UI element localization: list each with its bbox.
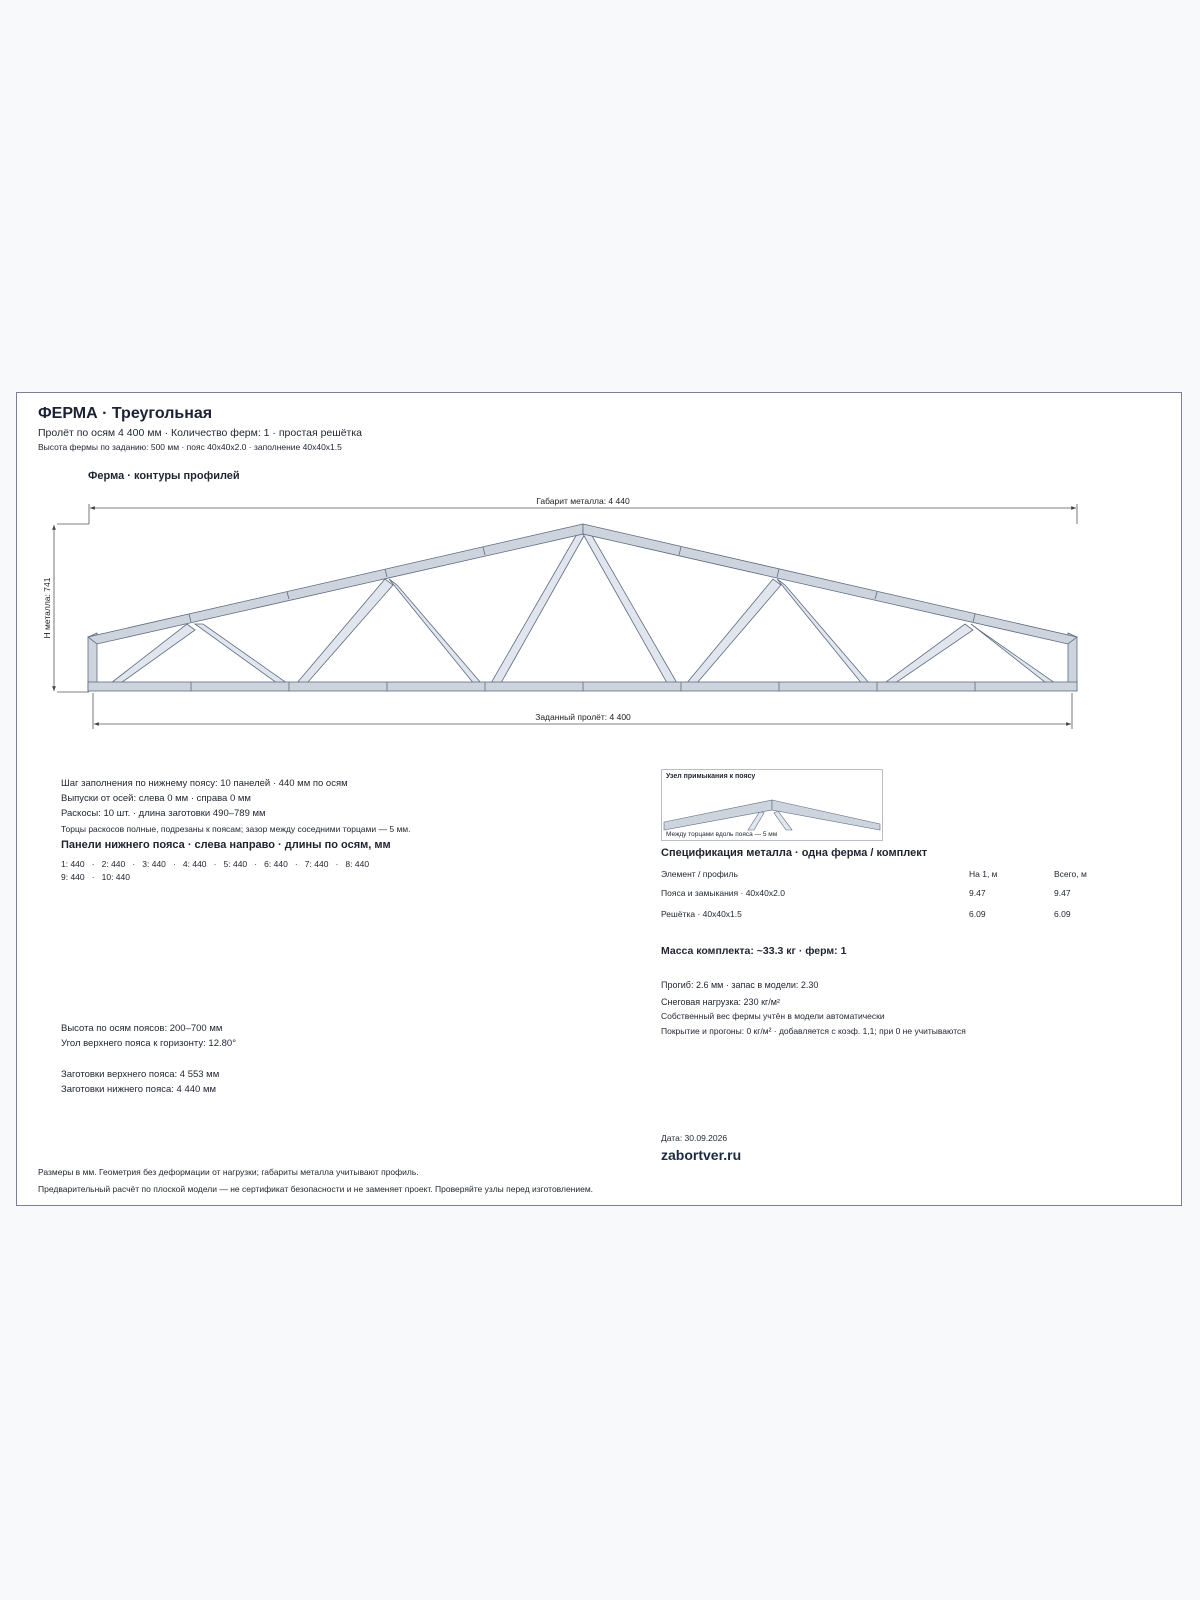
web-diagonal bbox=[681, 579, 781, 690]
footer-note-2: Предварительный расчёт по плоской модели — не сертификат безопасности и не заменяет проект. Проверяйте узлы перед изготовлением. bbox=[38, 1184, 594, 1194]
spec-col-element: Элемент / профиль bbox=[661, 869, 738, 879]
top-chord-left bbox=[88, 524, 583, 644]
dimension-bottom bbox=[93, 693, 1072, 729]
fill-step-text: Шаг заполнения по нижнему поясу: 10 панелей · 440 мм по осям bbox=[61, 778, 348, 789]
covering-text: Покрытие и прогоны: 0 кг/м² · добавляется с коэф. 1,1; при 0 не учитываются bbox=[661, 1026, 966, 1036]
spec-row-per-one: 6.09 bbox=[969, 909, 986, 919]
drawing-title: Ферма · контуры профилей bbox=[88, 470, 240, 482]
node-detail bbox=[661, 769, 883, 841]
web-diagonal bbox=[875, 624, 973, 690]
panels-title: Панели нижнего пояса · слева направо · длины по осям, мм bbox=[61, 839, 391, 851]
offsets-text: Выпуски от осей: слева 0 мм · справа 0 мм bbox=[61, 793, 251, 804]
page-subtitle: Пролёт по осям 4 400 мм · Количество ферм: 1 · простая решётка bbox=[38, 427, 363, 439]
dimension-top-label: Габарит металла: 4 440 bbox=[536, 496, 630, 506]
dimension-top bbox=[89, 496, 1077, 524]
spec-row-per-one: 9.47 bbox=[969, 888, 986, 898]
kit-mass: Масса комплекта: ~33.3 кг · ферм: 1 bbox=[661, 945, 847, 957]
dimension-bottom-label: Заданный пролёт: 4 400 bbox=[535, 712, 631, 722]
braces-text: Раскосы: 10 шт. · длина заготовки 490–789 мм bbox=[61, 808, 266, 819]
web-diagonal bbox=[583, 534, 681, 690]
spec-row-total: 9.47 bbox=[1054, 888, 1071, 898]
spec-col-per-one: На 1, м bbox=[969, 869, 998, 879]
top-blanks-text: Заготовки верхнего пояса: 4 553 мм bbox=[61, 1069, 220, 1080]
deflection-text: Прогиб: 2.6 мм · запас в модели: 2.30 bbox=[661, 980, 819, 990]
snow-load-text: Снеговая нагрузка: 230 кг/м² bbox=[661, 997, 780, 1007]
bottom-chord bbox=[88, 682, 1077, 691]
brace-ends-note: Торцы раскосов полные, подрезаны к поясам; зазор между соседними торцами — 5 мм. bbox=[61, 824, 411, 834]
top-chord-right bbox=[583, 524, 1077, 644]
node-detail-drawing bbox=[662, 770, 882, 840]
dimension-height bbox=[42, 524, 89, 692]
axes-height-text: Высота по осям поясов: 200–700 мм bbox=[61, 1023, 223, 1034]
node-detail-caption: Между торцами вдоль пояса — 5 мм bbox=[666, 831, 778, 838]
drawing-sheet bbox=[16, 392, 1182, 1206]
top-chord-joints bbox=[189, 547, 975, 622]
spec-row-element: Пояса и замыкания · 40x40x2.0 bbox=[661, 888, 785, 898]
page-subtitle-details: Высота фермы по заданию: 500 мм · пояс 40x40x2.0 · заполнение 40x40x1.5 bbox=[38, 442, 342, 452]
bottom-blanks-text: Заготовки нижнего пояса: 4 440 мм bbox=[61, 1084, 217, 1095]
page-title: ФЕРМА · Треугольная bbox=[38, 405, 213, 422]
web-diagonal bbox=[487, 534, 585, 690]
chord-angle-text: Угол верхнего пояса к горизонту: 12.80° bbox=[61, 1038, 236, 1049]
spec-title: Спецификация металла · одна ферма / комплект bbox=[661, 847, 928, 859]
panels-row-2: 9: 440 · 10: 440 bbox=[61, 872, 130, 882]
panels-row-1: 1: 440 · 2: 440 · 3: 440 · 4: 440 · 5: 440 · 6: 440 · 7: 440 · 8: 440 bbox=[61, 859, 370, 869]
footer-note-1: Размеры в мм. Геометрия без деформации от нагрузки; габариты металла учитывают профиль. bbox=[38, 1167, 419, 1177]
truss-drawing bbox=[17, 393, 1183, 753]
node-detail-title: Узел примыкания к поясу bbox=[666, 773, 756, 780]
detail-brace-right bbox=[774, 811, 792, 830]
truss-web bbox=[102, 534, 1065, 690]
web-diagonal bbox=[389, 579, 487, 690]
spec-col-total: Всего, м bbox=[1054, 869, 1087, 879]
brand-logo-text: zabortver.ru bbox=[661, 1147, 742, 1163]
spec-row-element: Решётка · 40x40x1.5 bbox=[661, 909, 742, 919]
web-diagonal bbox=[195, 624, 291, 686]
date-text: Дата: 30.09.2026 bbox=[661, 1133, 728, 1143]
dimension-height-label: Н металла: 741 bbox=[42, 577, 52, 639]
spec-row-total: 6.09 bbox=[1054, 909, 1071, 919]
self-weight-text: Собственный вес фермы учтён в модели автоматически bbox=[661, 1011, 885, 1021]
